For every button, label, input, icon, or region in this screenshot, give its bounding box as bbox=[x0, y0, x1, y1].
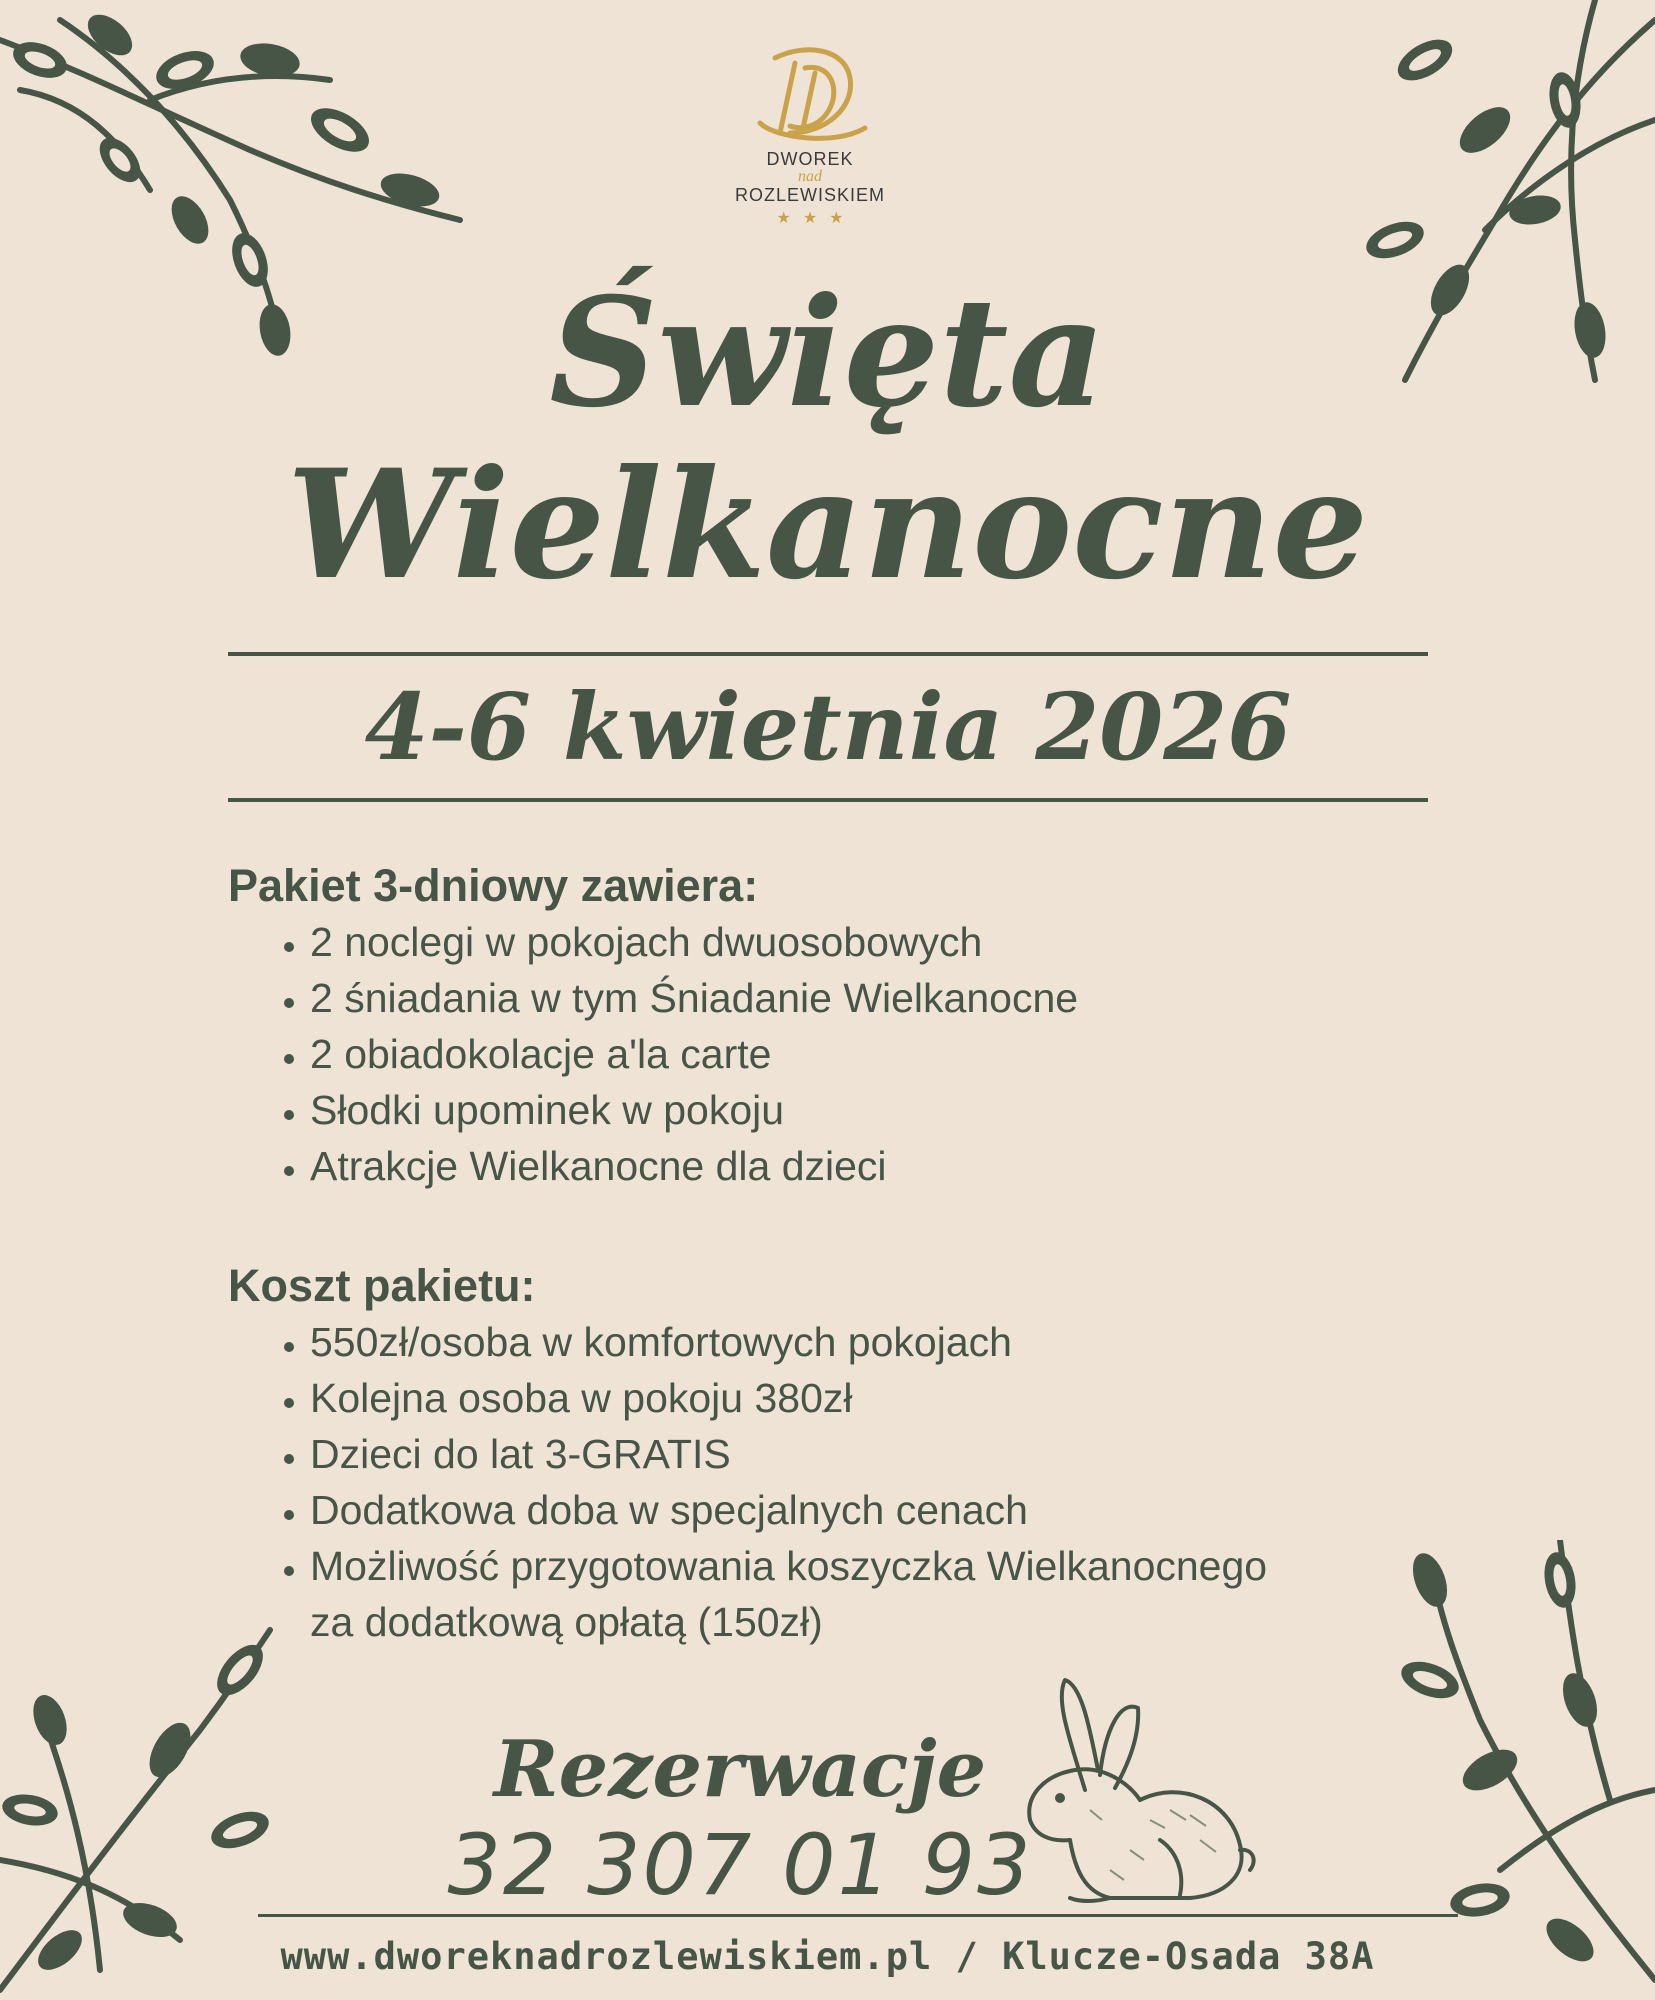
list-item: • Dzieci do lat 3-GRATIS bbox=[310, 1426, 1308, 1482]
package-list bbox=[228, 914, 1378, 1194]
cost-heading: Koszt pakietu: bbox=[228, 1260, 536, 1311]
easter-bunny-icon bbox=[990, 1670, 1260, 1920]
title-line-2: Wielkanocne bbox=[286, 437, 1369, 613]
footer-divider bbox=[258, 1914, 1458, 1917]
list-item: • 550zł/osoba w komfortowych pokojach bbox=[310, 1314, 1308, 1370]
list-item: • Atrakcje Wielkanocne dla dzieci bbox=[310, 1138, 1378, 1194]
logo-text-dworek: DWOREK bbox=[766, 149, 854, 169]
hotel-logo bbox=[700, 38, 920, 232]
reservations-label: Rezerwacje bbox=[493, 1724, 987, 1815]
list-item: • 2 obiadokolacje a'la carte bbox=[310, 1026, 1378, 1082]
reservations-phone[interactable]: 32 307 01 93 bbox=[447, 1816, 1033, 1914]
list-item: • 2 śniadania w tym Śniadanie Wielkanocne bbox=[310, 970, 1378, 1026]
divider-top bbox=[228, 652, 1428, 656]
willow-branch-bottom-right-icon bbox=[1370, 1540, 1655, 2000]
cost-list bbox=[228, 1314, 1308, 1650]
list-item: • Możliwość przygotowania koszyczka Wielkanocnego za dodatkową opłatą (150zł) bbox=[310, 1538, 1308, 1650]
title-line-1: Święta bbox=[549, 265, 1106, 441]
package-heading: Pakiet 3-dniowy zawiera: bbox=[228, 860, 759, 911]
package-section bbox=[228, 858, 1378, 1194]
event-date: 4-6 kwietnia 2026 bbox=[364, 673, 1292, 781]
list-item: • Dodatkowa doba w specjalnych cenach bbox=[310, 1482, 1308, 1538]
monogram-icon bbox=[745, 38, 875, 148]
list-item: • Słodki upominek w pokoju bbox=[310, 1082, 1378, 1138]
list-item: • 2 noclegi w pokojach dwuosobowych bbox=[310, 914, 1378, 970]
cost-section bbox=[228, 1258, 1308, 1650]
logo-stars: ★★★ bbox=[776, 210, 856, 227]
logo-text-nad: nad bbox=[798, 168, 822, 185]
divider-bottom bbox=[228, 798, 1428, 802]
list-item: • Kolejna osoba w pokoju 380zł bbox=[310, 1370, 1308, 1426]
logo-text-rozlewiskiem: ROZLEWISKIEM bbox=[734, 185, 885, 205]
footer-website-address[interactable]: www.dworeknadrozlewiskiem.pl / Klucze-Osada 38A bbox=[280, 1935, 1375, 1978]
